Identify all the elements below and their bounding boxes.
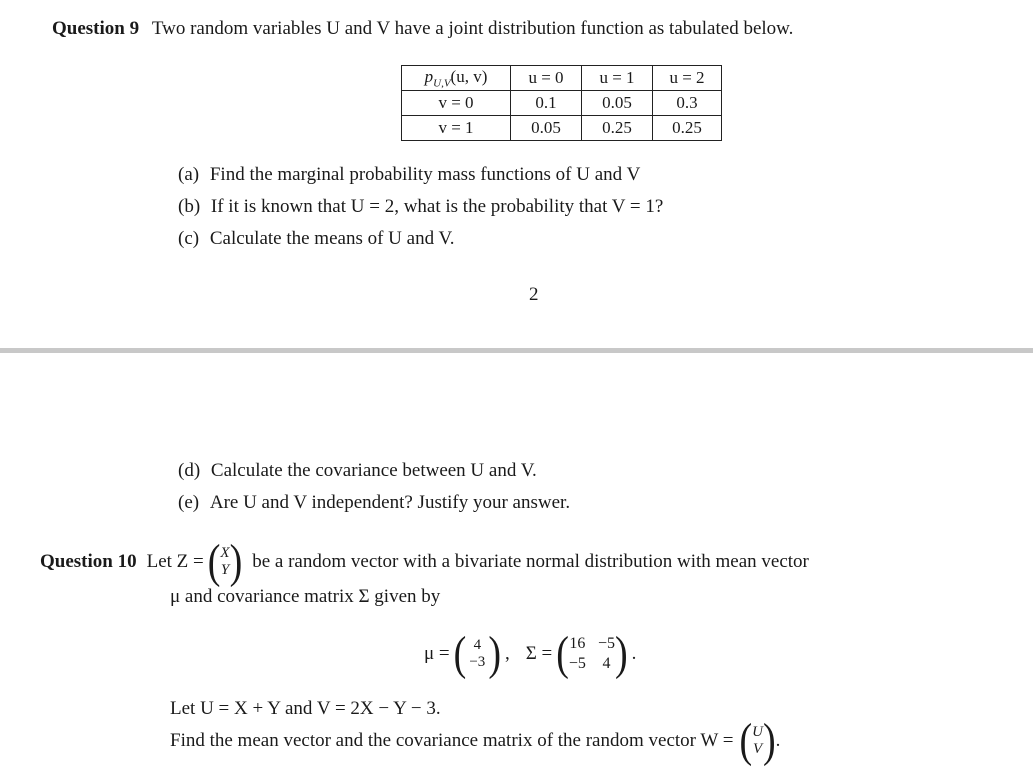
table-cell: 0.05 (582, 91, 653, 116)
question-9-label: Question 9 (52, 18, 140, 39)
col-header: u = 2 (653, 66, 722, 91)
let-uv-text: Let U = X + Y and V = 2X − Y − 3. (170, 698, 441, 719)
question-10-intro: be a random vector with a bivariate normal distribution with mean vector (252, 551, 809, 572)
part-label: (e) (178, 492, 200, 513)
table-row (402, 91, 722, 116)
right-paren: ) (614, 627, 628, 681)
part-label: (a) (178, 164, 200, 185)
part-label: (d) (178, 460, 201, 481)
mu-sigma-display (424, 626, 636, 682)
sigma-label: Σ = (525, 643, 553, 664)
question-9-heading (52, 18, 793, 40)
left-paren: ( (739, 714, 753, 768)
matrix-entry: −5 (568, 655, 586, 672)
table-cell: 0.25 (582, 116, 653, 141)
period: . (631, 643, 637, 664)
mu-vector (466, 637, 488, 671)
vec-entry: U (752, 724, 763, 740)
table-cell: 0.05 (511, 116, 582, 141)
w-vector (752, 724, 763, 758)
table-cell: 0.3 (653, 91, 722, 116)
table-corner-cell (402, 66, 511, 91)
right-paren: ) (229, 535, 243, 589)
period: . (775, 730, 781, 751)
vec-entry: 4 (473, 637, 482, 653)
question-10-line2: μ and covariance matrix Σ given by (170, 586, 441, 607)
comma: , (504, 643, 510, 664)
page-divider (0, 348, 1033, 353)
part-text: If it is known that U = 2, what is the probability that V = 1? (210, 196, 664, 217)
matrix-entry: 4 (602, 655, 611, 672)
sigma-matrix (569, 634, 615, 674)
vec-entry: Y (220, 562, 230, 578)
vec-entry: −3 (469, 654, 486, 670)
question-9-intro: Two random variables U and V have a joint distribution function as tabulated below. (151, 18, 794, 39)
find-line (170, 714, 781, 768)
left-paren: ( (207, 535, 221, 589)
vec-entry: V (752, 741, 763, 757)
vec-entry: X (220, 545, 230, 561)
part-text: Calculate the covariance between U and V. (210, 460, 537, 481)
corner-p: p (424, 66, 434, 86)
matrix-entry: −5 (597, 635, 615, 652)
page-number: 2 (529, 284, 539, 305)
find-text: Find the mean vector and the covariance matrix of the random vector W = (170, 730, 734, 751)
part-a (178, 164, 640, 186)
row-label: v = 1 (402, 116, 511, 141)
corner-args: (u, v) (450, 66, 488, 86)
part-text: Find the marginal probability mass functions of U and V (209, 164, 641, 185)
part-text: Are U and V independent? Justify your answer. (209, 492, 571, 513)
table-cell: 0.25 (653, 116, 722, 141)
table-cell: 0.1 (511, 91, 582, 116)
table-header-row (402, 66, 722, 91)
table-row (402, 116, 722, 141)
left-paren: ( (453, 627, 467, 681)
part-label: (c) (178, 228, 200, 249)
part-text: Calculate the means of U and V. (209, 228, 455, 249)
matrix-entry: 16 (569, 635, 586, 652)
col-header: u = 0 (511, 66, 582, 91)
col-header: u = 1 (582, 66, 653, 91)
part-e (178, 492, 570, 514)
part-label: (b) (178, 196, 201, 217)
part-c (178, 228, 455, 250)
left-paren: ( (556, 627, 569, 681)
row-label: v = 0 (402, 91, 511, 116)
joint-pmf-table (401, 65, 722, 141)
right-paren: ) (762, 714, 776, 768)
part-b (178, 196, 663, 218)
question-10-heading (40, 536, 809, 588)
z-vector (220, 545, 229, 579)
part-d (178, 460, 537, 482)
right-paren: ) (488, 627, 501, 681)
let-z-text: Let Z = (146, 551, 204, 572)
question-10-label: Question 10 (40, 551, 137, 572)
mu-label: μ = (424, 643, 450, 664)
corner-sub: U,V (433, 77, 451, 90)
